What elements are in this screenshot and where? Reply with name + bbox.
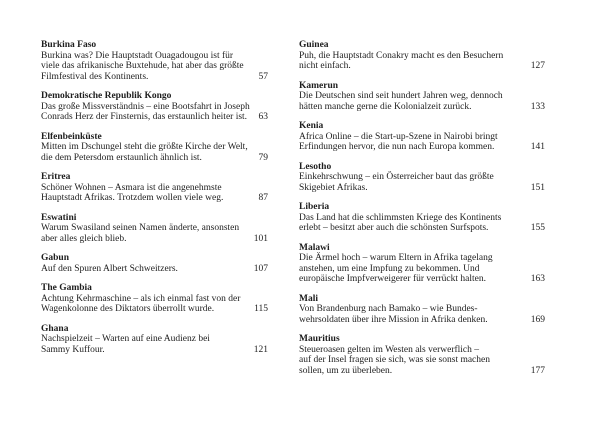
entry-title: Burkina Faso	[41, 40, 97, 50]
entry-line-text: Wagenkolonne des Diktators überrollt wurde.	[41, 304, 215, 314]
entry-title: Kenia	[299, 121, 324, 131]
entry-title: Mali	[299, 293, 318, 304]
entry-line-text: Sammy Kuffour.	[41, 344, 105, 355]
entry-line-text: erlebt – besitzt aber auch die schönsten Surfspots.	[299, 223, 489, 233]
entry-line	[41, 264, 268, 275]
entry-line: Africa Online – die Start-up-Szene in Nairobi bringt	[299, 131, 498, 142]
entry-line: anstehen, um eine Impfung zu bekommen. Und	[299, 263, 480, 274]
entry-line: Achtung Kehrmaschine – als ich einmal fast von der	[41, 293, 241, 304]
entry-title: Eswatini	[41, 212, 77, 223]
page-number: 79	[258, 152, 268, 163]
toc-entry	[299, 121, 545, 153]
toc-entry	[299, 40, 545, 72]
entry-title: Lesotho	[299, 161, 332, 172]
entry-line-text: Hauptstadt Afrikas. Trotzdem wollen viele weg.	[41, 193, 224, 203]
page-number: 155	[530, 223, 545, 233]
entry-line-text: hätten manche gerne die Kolonialzeit zurück.	[299, 101, 472, 112]
entry-title: Ghana	[41, 323, 69, 334]
entry-line	[41, 153, 268, 164]
entry-line: Nachspielzeit – Warten auf eine Audienz bei	[41, 334, 210, 344]
page-number: 101	[253, 233, 268, 244]
entry-line	[299, 315, 545, 326]
entry-line: viele das afrikanische Buxtehude, hat aber das größte	[41, 61, 244, 71]
entry-line: Mitten im Dschungel steht die größte Kirche der Welt,	[41, 142, 248, 152]
page-number: 107	[253, 263, 268, 274]
toc-entry	[41, 40, 268, 82]
entry-line: auf der Insel fragen sie sich, was sie sonst machen	[299, 355, 490, 365]
entry-line: Warum Swasiland seinen Namen änderte, ansonsten	[41, 223, 240, 233]
entry-line-text: sollen, um zu überleben.	[299, 365, 393, 376]
entry-line: Puh, die Hauptstadt Conakry macht es den Besuchern	[299, 50, 504, 61]
entry-line: Das Land hat die schlimmsten Kriege des Kontinents	[299, 212, 502, 223]
page-number: 87	[258, 193, 268, 203]
toc-entry	[41, 91, 268, 123]
entry-line-text: europäische Impfverweigerer für verrückt halten.	[299, 274, 487, 284]
entry-line: Von Brandenburg nach Bamako – wie Bundes-	[299, 304, 478, 314]
toc-column-right	[299, 40, 545, 385]
entry-title: Gabun	[41, 253, 69, 263]
page-number: 133	[530, 101, 545, 112]
toc-entry	[299, 162, 545, 194]
page-number: 169	[530, 314, 545, 325]
toc-entry	[41, 324, 268, 356]
page-number: 63	[258, 112, 268, 122]
entry-line-text: Conrads Herz der Finsternis, das erstaunlich heiter ist.	[41, 112, 248, 122]
entry-line-text: Filmfestival des Kontinents.	[41, 71, 149, 82]
entry-line-text: wehrsoldaten über ihre Mission in Afrika denken.	[299, 314, 488, 325]
toc-entry	[41, 253, 268, 274]
toc-entry	[299, 202, 545, 234]
entry-title: Kamerun	[299, 80, 339, 91]
toc-entry	[41, 132, 268, 164]
entry-title: Demokratische Republik Kongo	[41, 91, 172, 101]
entry-title: Liberia	[299, 202, 330, 212]
entry-line: Steueroasen gelten im Westen als verwerflich –	[299, 344, 480, 355]
entry-line	[299, 183, 545, 194]
page-number: 127	[530, 61, 545, 71]
entry-line	[299, 274, 545, 285]
entry-title: Eritrea	[41, 172, 71, 182]
entry-line	[41, 72, 268, 83]
toc-entry	[299, 243, 545, 285]
entry-title: Guinea	[299, 40, 329, 50]
entry-line: Schöner Wohnen – Asmara ist die angenehmste	[41, 182, 222, 193]
entry-line: Burkina was? Die Hauptstadt Ouagadougou ist für	[41, 50, 234, 61]
toc-entry	[41, 213, 268, 245]
entry-line	[41, 234, 268, 245]
entry-line	[299, 223, 545, 234]
entry-line	[41, 345, 268, 356]
entry-title: The Gambia	[41, 283, 92, 293]
entry-line-text: Auf den Spuren Albert Schweitzers.	[41, 263, 178, 274]
entry-line-text: Skigebiet Afrikas.	[299, 182, 368, 193]
toc-entry	[41, 172, 268, 204]
entry-line-text: Erfindungen hervor, die nun nach Europa kommen.	[299, 142, 495, 152]
entry-line: Die Deutschen sind seit hundert Jahren weg, dennoch	[299, 91, 503, 101]
toc-entry	[299, 334, 545, 376]
page-number: 141	[530, 142, 545, 152]
entry-title: Malawi	[299, 242, 330, 253]
entry-line	[41, 112, 268, 123]
entry-title: Elfenbeinküste	[41, 131, 102, 142]
entry-line	[41, 193, 268, 204]
entry-line	[299, 102, 545, 113]
entry-line: Das große Missverständnis – eine Bootsfahrt in Joseph	[41, 101, 250, 112]
page-number: 163	[530, 274, 545, 284]
entry-line	[299, 366, 545, 377]
entry-line: Die Ärmel hoch – warum Eltern in Afrika tagelang	[299, 253, 493, 263]
page-number: 57	[258, 71, 268, 82]
page-number: 121	[253, 344, 268, 355]
page-number: 115	[254, 304, 268, 314]
page-number: 151	[530, 182, 545, 193]
entry-line	[299, 61, 545, 72]
toc-entry	[299, 294, 545, 326]
toc-entry	[41, 283, 268, 315]
entry-title: Mauritius	[299, 334, 340, 344]
entry-line-text: die dem Petersdom erstaunlich ähnlich ist.	[41, 152, 202, 163]
page-number: 177	[530, 365, 545, 376]
entry-line: Einkehrschwung – ein Österreicher baut das größte	[299, 172, 494, 182]
entry-line	[41, 304, 268, 315]
toc-entry	[299, 81, 545, 113]
toc-column-left	[41, 40, 268, 364]
entry-line	[299, 142, 545, 153]
entry-line-text: aber alles gleich blieb.	[41, 233, 127, 244]
entry-line-text: nicht einfach.	[299, 61, 351, 71]
